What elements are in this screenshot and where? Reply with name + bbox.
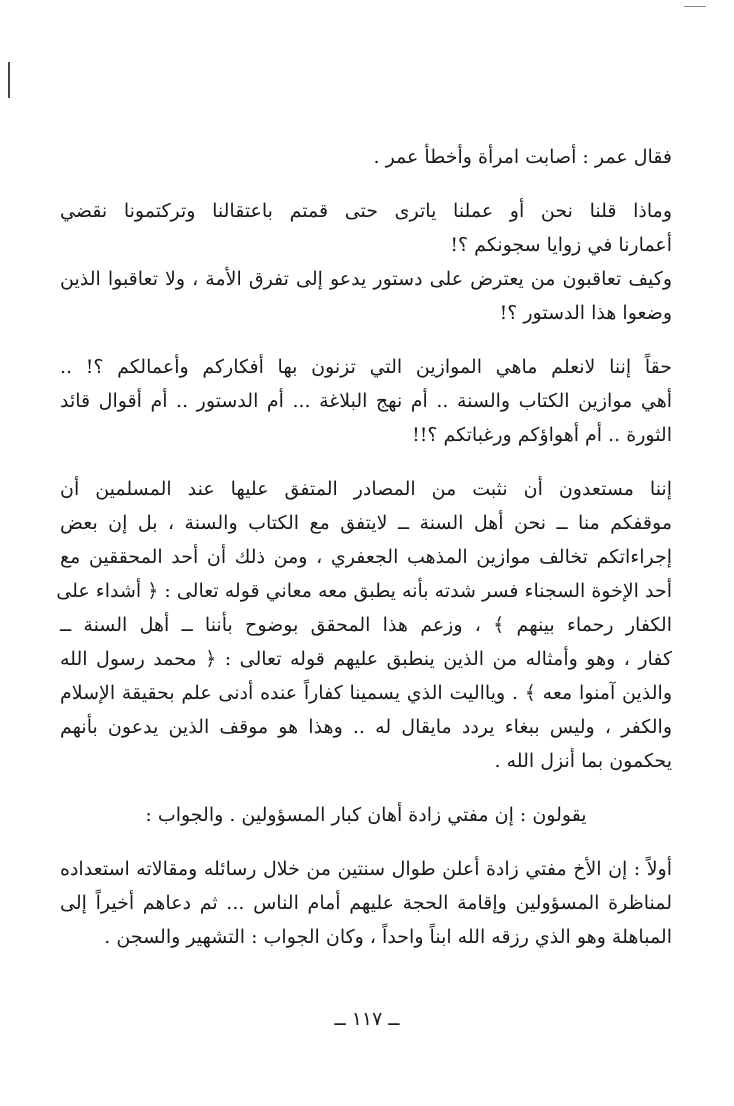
text-line: المباهلة وهو الذي رزقه الله ابناً واحداً ، وكان الجواب : التشهير والسجن . xyxy=(104,926,672,948)
text-line: وكيف تعاقبون من يعترض على دستور يدعو إلى تفرق الأمة ، ولا تعاقبوا الذين xyxy=(60,268,672,290)
text-line: يقولون : إن مفتي زادة أهان كبار المسؤولين . والجواب : xyxy=(145,804,587,826)
paragraph xyxy=(60,798,672,832)
paragraph xyxy=(60,262,672,330)
paragraph xyxy=(56,472,672,778)
scan-corner-mark xyxy=(684,6,706,7)
page-body xyxy=(56,140,672,974)
paragraph xyxy=(60,140,672,174)
text-line: كفار ، وهو وأمثاله من الذين ينطبق عليهم قوله تعالى : ﴿ محمد رسول الله xyxy=(60,648,672,670)
text-line: يحكمون بما أنزل الله . xyxy=(494,750,672,772)
text-line: إجراءاتكم تخالف موازين المذهب الجعفري ، ومن ذلك أن أحد المحققين مع xyxy=(60,546,672,568)
text-line: الثورة .. أم أهواؤكم ورغباتكم ؟!! xyxy=(412,424,672,446)
text-line: إننا مستعدون أن نثبت من المصادر المتفق عليها عند المسلمين أن xyxy=(60,478,672,500)
text-line: أولاً : إن الأخ مفتي زادة أعلن طوال سنتين من خلال رسائله ومقالاته استعداده xyxy=(60,858,672,880)
text-line: أهي موازين الكتاب والسنة .. أم نهج البلاغة ... أم الدستور .. أم أقوال قائد xyxy=(60,390,672,412)
text-line: أعمارنا في زوايا سجونكم ؟! xyxy=(450,234,672,256)
text-line: لمناظرة المسؤولين وإقامة الحجة عليهم أمام الناس ... ثم دعاهم أخيراً إلى xyxy=(60,892,672,914)
text-line: والذين آمنوا معه ﴾ . ويااليت الذي يسمينا كفاراً عنده أدنى علم بحقيقة الإسلام xyxy=(60,682,672,704)
text-line: وماذا قلنا نحن أو عملنا ياترى حتى قمتم باعتقالنا وتركتمونا نقضي xyxy=(60,200,672,222)
text-line: أحد الإخوة السجناء فسر شدته بأنه يطبق معه معاني قوله تعالى : ﴿ أشداء على xyxy=(56,580,672,602)
paragraph xyxy=(60,852,672,954)
text-line: والكفر ، وليس ببغاء يردد مايقال له .. وهذا هو موقف الذين يدعون بأنهم xyxy=(60,716,672,738)
text-line: فقال عمر : أصابت امرأة وأخطأ عمر . xyxy=(373,146,672,168)
text-line: حقاً إننا لانعلم ماهي الموازين التي تزنون بها أفكاركم وأعمالكم ؟! .. xyxy=(60,356,672,378)
paragraph xyxy=(60,350,672,452)
page-number: ــ ١١٧ ــ xyxy=(334,1008,400,1030)
scan-edge-mark xyxy=(8,62,10,98)
text-line: موقفكم منا ــ نحن أهل السنة ــ لايتفق مع الكتاب والسنة ، بل إن بعض xyxy=(60,512,672,534)
paragraph xyxy=(60,194,672,262)
text-line: الكفار رحماء بينهم ﴾ ، وزعم هذا المحقق بوضوح بأننا ــ أهل السنة ــ xyxy=(60,614,672,636)
text-line: وضعوا هذا الدستور ؟! xyxy=(499,302,672,324)
